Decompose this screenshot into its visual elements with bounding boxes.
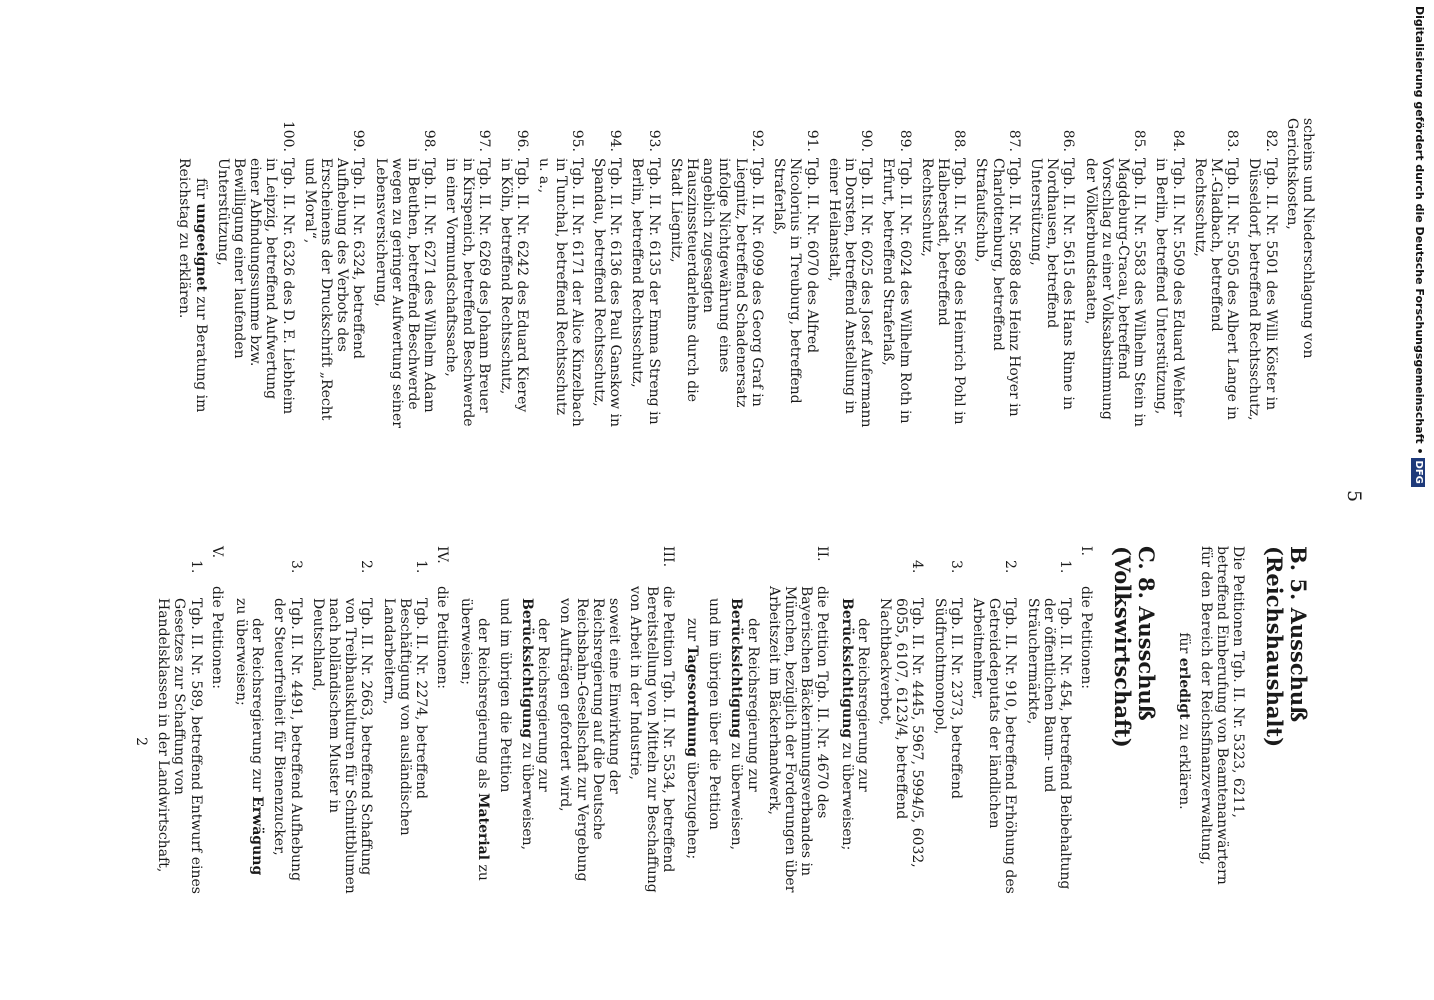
item-text: Tgb. II. Nr. 6324, betreffend Aufhebung des Verbots des Erscheinens der Druckschrift „Recht und Moral“, xyxy=(301,158,367,421)
item-number: 1. xyxy=(413,560,430,574)
heading-b5: B. 5. Ausschuß (Reichshaushalt) xyxy=(1262,546,1311,748)
item-text: Tgb. II. Nr. 6135 der Emma Streng in Berlin, betreffend Rechtsschutz, xyxy=(629,158,662,425)
item-number: 97. xyxy=(475,129,492,152)
heading-c8: C. 8. Ausschuß (Volkswirtschaft) xyxy=(1110,546,1160,748)
list-item xyxy=(1028,118,1077,428)
section-3-label: III. xyxy=(659,546,676,568)
b5-closing xyxy=(1176,546,1192,896)
list-item xyxy=(1246,118,1278,428)
section-1-closing-post: zu überweisen; xyxy=(838,742,855,851)
section-2-closing-1-pre: der Reichsregierung zur xyxy=(744,618,761,792)
item-text: Tgb. II. Nr. 5505 des Albert Lange in M.-Gladbach, betreffend Rechtsschutz, xyxy=(1191,158,1241,420)
section-4-label: IV. xyxy=(434,546,451,564)
item-number: 85. xyxy=(1131,129,1148,152)
item-number: 1. xyxy=(1056,560,1073,574)
item-text: Tgb. II. Nr. 6326 des D. E. Liebheim in Leipzig, betreffend Aufwertung einer Abfindungssumme bzw. Bewilligung einer laufenden Unterstützung, xyxy=(214,158,296,415)
item-text: Tgb. II. Nr. 5689 des Heinrich Pohl in Halberstadt, betreffend Rechtsschutz, xyxy=(918,158,968,425)
item-number: 3. xyxy=(287,560,304,574)
item-text: Tgb. II. Nr. 6171 der Alice Kinzelbach in Tunchal, betreffend Rechtsschutz u. a., xyxy=(536,158,585,427)
b5-closing-decision: erledigt xyxy=(1176,657,1193,720)
item-number: 1. xyxy=(187,560,204,574)
list-item xyxy=(443,118,492,428)
item-text: Tgb. II. Nr. 6025 des Josef Aufermann in Dorsten, betreffend Anstellung in einer Heilanstalt, xyxy=(825,158,875,428)
section-3-closing-1-post: zu überweisen, xyxy=(519,742,536,851)
b5-closing-post: zu erklären. xyxy=(1176,724,1193,810)
item-number: 90. xyxy=(858,129,875,152)
item-number: 87. xyxy=(1005,129,1022,152)
item-text: Tgb. II. Nr. 4491, betreffend Aufhebung der Steuerfreiheit für Bienenzucker, xyxy=(271,598,304,882)
section-3-closing-1-pre: der Reichsregierung zur xyxy=(535,618,552,792)
section-2-closing-2-post: überzugehen; xyxy=(683,761,700,860)
closing-decision: ungeeignet xyxy=(192,203,209,292)
section-3-closing-2-pre: der Reichsregierung als xyxy=(474,618,491,789)
closing-pre: für xyxy=(192,178,209,199)
section-2-closing-2-pre: zur xyxy=(683,618,700,642)
list-item xyxy=(919,118,968,428)
stamp-text xyxy=(1408,6,1430,484)
section-1-list xyxy=(877,546,1073,896)
item-text: Tgb. II. Nr. 6242 des Eduard Kierey in Köln, betreffend Rechtsschutz, xyxy=(498,158,531,413)
section-2-closing-1-post: zu überweisen, xyxy=(728,742,745,851)
dfg-logo: DFG xyxy=(1411,458,1425,487)
stamp-caption: Digitalisierung gefördert durch die Deutsche Forschungsgemeinschaft • xyxy=(1413,6,1426,455)
item-text: Tgb. II. Nr. 6269 des Johann Breuer in Kirspenich, betreffend Beschwerde in einer Vormundschaftssache, xyxy=(443,158,492,427)
item-text: Tgb. II. Nr. 454, betreffend Beibehaltung der öffentlichen Baum- und Sträuchermärkte, xyxy=(1024,598,1073,890)
item-number: 99. xyxy=(350,129,367,152)
section-1-label: I. xyxy=(1078,546,1095,556)
section-3-mid: und im übrigen die Petition xyxy=(496,598,513,793)
list-item xyxy=(771,118,820,428)
section-3 xyxy=(627,546,676,896)
section-4-list xyxy=(271,546,429,896)
list-item xyxy=(629,118,661,428)
closing-statement xyxy=(176,118,208,428)
section-5-list xyxy=(155,546,204,896)
item-text: Tgb. II. Nr. 6136 des Paul Ganskow in Spandau, betreffend Rechtsschutz, xyxy=(591,158,624,428)
list-item xyxy=(877,546,926,896)
item-number: 4. xyxy=(909,560,926,574)
item-number: 82. xyxy=(1262,129,1279,152)
item-text: Tgb. II. Nr. 4445, 5967, 5994/5, 6032, 6055, 6107, 6123/4, betreffend Nachtbackverbot, xyxy=(876,598,926,868)
list-item xyxy=(498,118,530,428)
section-2-label: II. xyxy=(814,546,831,562)
section-3-closing-2 xyxy=(458,546,490,896)
section-3-closing-1 xyxy=(519,546,551,896)
item-text: Tgb. II. Nr. 6271 des Wilhelm Adam in Beuthen, betreffend Beschwerde wegen zu geringer Aufwertung seiner Lebensversicherung, xyxy=(372,158,438,428)
section-1-closing-decision: Berücksichtigung xyxy=(838,598,855,739)
section-4-closing-pre: der Reichsregierung zur xyxy=(249,618,266,792)
item-number: 92. xyxy=(748,129,765,152)
closing-post: zur Beratung im Reichstag zu erklären. xyxy=(176,158,209,413)
item-number: 2. xyxy=(358,560,375,574)
list-item xyxy=(271,546,303,896)
section-2-closing-1 xyxy=(728,546,760,896)
item-text: Tgb. II. Nr. 6024 des Wilhelm Roth in Erfurt, betreffend Straferlaß, xyxy=(880,158,913,424)
item-text: Tgb. II. Nr. 2663, betreffend Schaffung von Treibhauskulturen für Schnittblumen nach holländischem Muster in Deutschland, xyxy=(309,598,375,894)
item-number: 94. xyxy=(607,129,624,152)
item-number: 91. xyxy=(803,129,820,152)
item-number: 89. xyxy=(896,129,913,152)
item-text: Tgb. II. Nr. 6070 des Alfred Nicolorius in Treuburg, betreffend Straferlaß, xyxy=(771,158,820,404)
dfg-stamp xyxy=(1408,6,1430,484)
section-2-closing-1-decision: Berücksichtigung xyxy=(728,598,745,739)
item-number: 93. xyxy=(645,129,662,152)
section-4-closing-decision: Erwägung xyxy=(249,796,266,876)
section-2 xyxy=(766,546,831,896)
item-number: 86. xyxy=(1060,129,1077,152)
list-item xyxy=(970,546,1019,896)
section-2-closing-2-decision: Tagesordnung xyxy=(683,645,700,758)
item-text: Tgb. II. Nr. 5501 des Willi Köster in Düsseldorf, betreffend Rechtsschutz, xyxy=(1246,158,1279,421)
section-3-closing-1-decision: Berücksichtigung xyxy=(519,598,536,739)
item-text: Tgb. II. Nr. 2373, betreffend Südfruchtmonopol, xyxy=(931,598,964,800)
intro-text: scheins und Niederschlagung von Gerichtskosten, xyxy=(1283,118,1316,359)
item-number: 84. xyxy=(1169,129,1186,152)
section-2-closing-2 xyxy=(684,546,700,896)
list-item xyxy=(826,118,875,428)
b5-text: Die Petitionen Tgb. II. Nr. 5323, 6211, betreffend Einberufung von Beamtenanwärtern für den Bereich der Reichsfinanzverwaltung, xyxy=(1197,546,1246,885)
section-5-label: V. xyxy=(208,546,225,559)
list-item xyxy=(302,118,367,428)
item-text: Tgb. II. Nr. 910, betreffend Erhöhung des Getreidedeputats der ländlichen Arbeitnehmer, xyxy=(969,598,1019,894)
list-item xyxy=(155,546,204,896)
section-1-closing xyxy=(838,546,870,896)
list-item xyxy=(536,118,585,428)
item-number: 100. xyxy=(279,120,296,152)
section-3-para: soweit eine Einwirkung der Reichsregierung auf die Deutsche Reichsbahn-Gesellschaft zur Vergebung von Aufträgen gefordert wird, xyxy=(557,598,623,882)
item-number: 2. xyxy=(1002,560,1019,574)
list-item xyxy=(591,118,623,428)
list-item xyxy=(372,118,437,428)
section-1 xyxy=(1078,546,1094,896)
section-4 xyxy=(434,546,450,896)
item-text: Tgb. II. Nr. 5688 des Heinz Hoyer in Charlottenburg, betreffend Strafaufschub, xyxy=(973,158,1022,417)
signature-mark: 2 xyxy=(133,737,150,746)
right-column xyxy=(133,546,1316,896)
item-text: Tgb. II. Nr. 2274, betreffend Beschäftigung von ausländischen Landarbeitern, xyxy=(380,598,430,836)
section-4-closing xyxy=(233,546,265,896)
item-text: Tgb. II. Nr. 5583 des Wilhelm Stein in Magdeburg-Cracau, betreffend Vorschlag zu einer Volksabstimmung der Völkerbundstaaten, xyxy=(1082,158,1148,427)
section-1-closing-pre: der Reichsregierung zur xyxy=(854,618,871,792)
list-item xyxy=(668,118,765,428)
list-item xyxy=(380,546,429,896)
section-3-closing-2-post: zu überweisen; xyxy=(458,598,491,881)
list-item xyxy=(215,118,296,428)
item-number: 95. xyxy=(568,129,585,152)
item-text: Tgb. II. Nr. 5615 des Hans Rinne in Nordhausen, betreffend Unterstützung, xyxy=(1027,158,1077,410)
item-number: 96. xyxy=(514,129,531,152)
item-text: Tgb. II. Nr. 5509 des Eduard Wehfer in Berlin, betreffend Unterstützung, xyxy=(1153,158,1186,417)
section-5 xyxy=(209,546,225,896)
item-number: 88. xyxy=(951,129,968,152)
section-1-title: die Petitionen: xyxy=(1078,586,1095,689)
section-4-title: die Petitionen: xyxy=(434,586,451,689)
section-5-title: die Petitionen: xyxy=(208,586,225,689)
item-number: 3. xyxy=(947,560,964,574)
list-item xyxy=(1192,118,1241,428)
list-item xyxy=(973,118,1022,428)
section-3-text: die Petition Tgb. II. Nr. 5534, betreffend Bereitstellung von Mitteln zur Beschaffung von Arbeit in der Industrie, xyxy=(627,586,676,893)
item-text: Tgb. II. Nr. 6099 des Georg Graf in Liegnitz, betreffend Schadenersatz infolge Nichtgewährung eines angeblich zugesagten Hauszinssteuerdarlehns durch die Stadt Liegnitz, xyxy=(667,158,765,408)
page-number: 5 xyxy=(1343,490,1365,503)
item-number: 98. xyxy=(421,129,438,152)
list-item xyxy=(1153,118,1185,428)
section-3-closing-2-decision: Material xyxy=(474,793,491,861)
list-item xyxy=(310,546,375,896)
left-column xyxy=(168,118,1316,428)
b5-closing-pre: für xyxy=(1176,632,1193,654)
section-4-closing-post: zu überweisen; xyxy=(233,598,250,706)
list-item xyxy=(880,118,912,428)
item-number: 83. xyxy=(1224,129,1241,152)
section-2-mid: und im übrigen über die Petition xyxy=(706,598,723,830)
list-item xyxy=(1024,546,1073,896)
item-text: Tgb. II. Nr. 589, betreffend Entwurf eines Gesetzes zur Schaffung von Handelsklassen in der Landwirtschaft, xyxy=(155,598,204,894)
petition-list xyxy=(215,118,1279,428)
list-item xyxy=(1082,118,1147,428)
list-item xyxy=(931,546,963,896)
section-2-text: die Petition Tgb. II. Nr. 4670 des Bayerischen Bäckerinnungsverbandes in München, bezüglich der Forderungen über Arbeitszeit im Bäckerhandwerk, xyxy=(765,586,831,893)
